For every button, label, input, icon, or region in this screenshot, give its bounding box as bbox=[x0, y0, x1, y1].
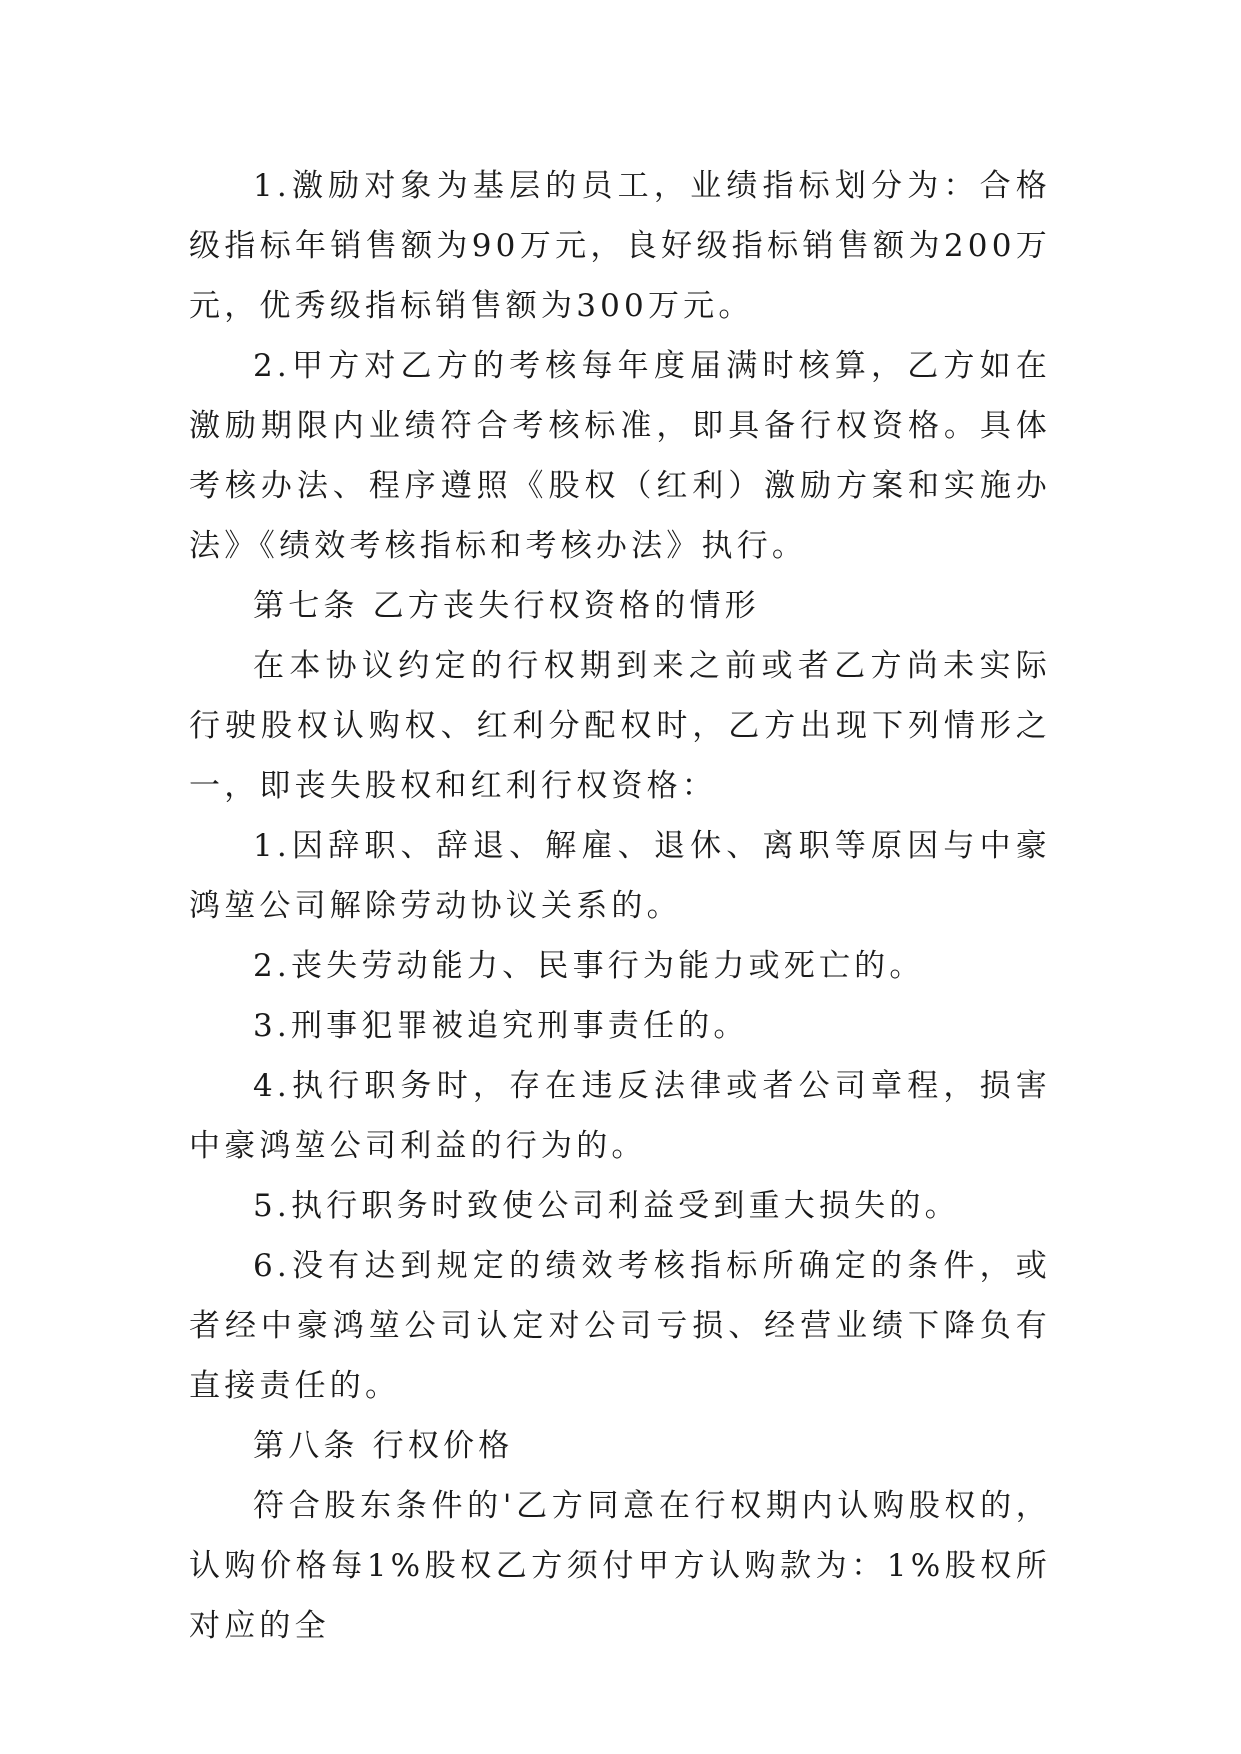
article-8-heading: 第八条 行权价格 bbox=[253, 1428, 514, 1464]
article-7-heading: 第七条 乙方丧失行权资格的情形 bbox=[253, 588, 760, 624]
paragraph-loss-conditions-intro: 在本协议约定的行权期到来之前或者乙方尚未实际行驶股权认购权、红利分配权时，乙方出现下列情形之一，即丧失股权和红利行权资格： bbox=[189, 648, 1051, 804]
list-item-1: 1.因辞职、辞退、解雇、退休、离职等原因与中豪鸿堃公司解除劳动协议关系的。 bbox=[189, 828, 1051, 924]
document-body bbox=[189, 156, 1051, 1656]
paragraph-exercise-price: 符合股东条件的'乙方同意在行权期内认购股权的，认购价格每1%股权乙方须付甲方认购款为：1%股权所对应的全 bbox=[189, 1488, 1051, 1644]
list-item-4: 4.执行职务时，存在违反法律或者公司章程，损害中豪鸿堃公司利益的行为的。 bbox=[189, 1068, 1051, 1164]
list-item-5: 5.执行职务时致使公司利益受到重大损失的。 bbox=[253, 1188, 960, 1224]
paragraph-annual-assessment: 2.甲方对乙方的考核每年度届满时核算，乙方如在激励期限内业绩符合考核标准，即具备行权资格。具体考核办法、程序遵照《股权（红利）激励方案和实施办法》《绩效考核指标和考核办法》执行。 bbox=[189, 348, 1051, 564]
paragraph-criteria-sales-targets: 1.激励对象为基层的员工，业绩指标划分为：合格级指标年销售额为90万元，良好级指标销售额为200万元，优秀级指标销售额为300万元。 bbox=[189, 168, 1051, 324]
list-item-2: 2.丧失劳动能力、民事行为能力或死亡的。 bbox=[253, 948, 925, 984]
list-item-6: 6.没有达到规定的绩效考核指标所确定的条件，或者经中豪鸿堃公司认定对公司亏损、经营业绩下降负有直接责任的。 bbox=[189, 1248, 1051, 1404]
list-item-3: 3.刑事犯罪被追究刑事责任的。 bbox=[253, 1008, 749, 1044]
